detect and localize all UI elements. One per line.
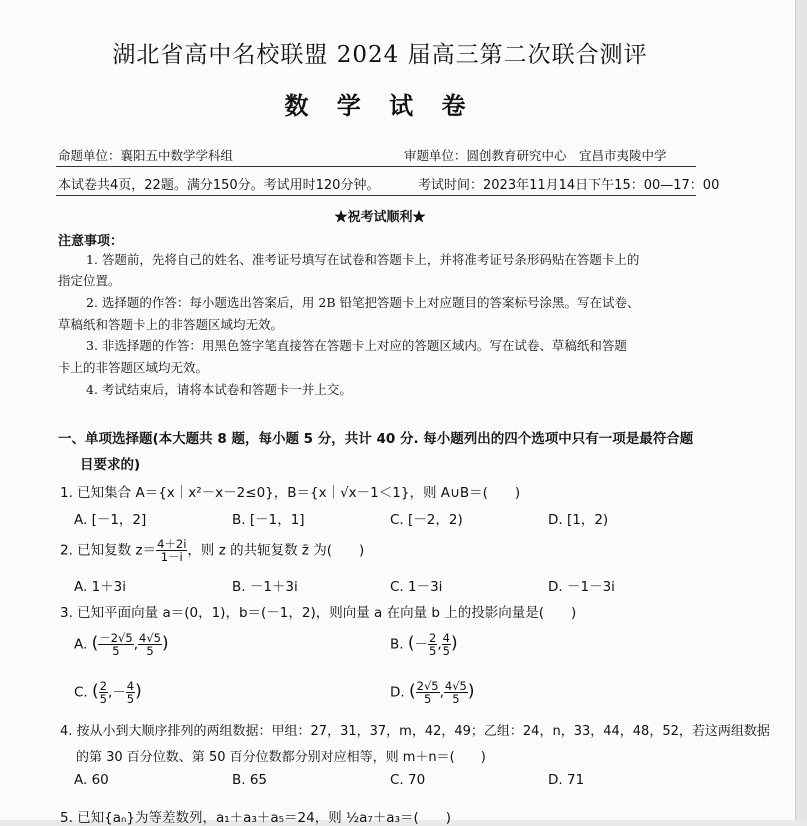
section-1-heading-cont: 目要求的) (80, 457, 141, 473)
q3-option-d: D. ( $\frac{2√5}{5}$ , $\frac{4√5}{5}$ ) (390, 679, 475, 707)
q2-suffix: ，则 z 的共轭复数 z̄ 为( ) (187, 542, 365, 559)
exam-subtitle: 数 学 试 卷 (284, 92, 476, 120)
header-rule-bottom (56, 195, 696, 196)
q2-option-c: C. 1－3i (390, 579, 443, 595)
q2-fraction (156, 538, 187, 563)
q3-option-b: B. (－ $\frac{2}{5}$ , $\frac{4}{5}$ ) (390, 631, 458, 659)
notice-line-4: 4. 考试结束后，请将本试卷和答题卡一并上交。 (86, 382, 352, 397)
q2-option-b: B. －1＋3i (232, 579, 298, 595)
blessing-text: ★祝考试顺利★ (334, 210, 426, 225)
q2-option-a: A. 1＋3i (74, 579, 127, 595)
q1-option-c: C. [－2，2) (390, 512, 463, 528)
notice-line-3b: 卡上的非答题区域均无效。 (58, 360, 209, 375)
q2-numerator: 4＋2i (157, 537, 187, 551)
exam-info: 本试卷共4页，22题。满分150分。考试用时120分钟。 (58, 178, 380, 193)
exam-title: 湖北省高中名校联盟 2024 届高三第二次联合测评 (112, 42, 648, 68)
q4-option-d: D. 71 (548, 772, 585, 788)
q3-option-a: A. ( $\frac{-2√5}{5}$ , $\frac{4√5}{5}$ ) (74, 631, 169, 659)
reviewer-unit: 审题单位：圆创教育研究中心 宜昌市夷陵中学 (404, 148, 667, 163)
question-4: 4. 按从小到大顺序排列的两组数据：甲组：27，31，37，m，42，49；乙组：24，n，33，44，48，52，若这两组数据 (60, 724, 770, 739)
q4-option-c: C. 70 (390, 772, 426, 788)
header-rule-top (56, 166, 696, 167)
notice-title: 注意事项： (58, 234, 124, 249)
q1-option-d: D. [1，2) (548, 512, 609, 528)
exam-time: 考试时间：2023年11月14日下午15：00—17：00 (418, 178, 720, 193)
q2-option-d: D. －1－3i (548, 579, 615, 595)
question-1: 1. 已知集合 A＝{x｜x²－x－2≤0}，B＝{x｜√x－1＜1}，则 A∪B＝( ) (60, 485, 521, 501)
notice-line-3a: 3. 非选择题的作答：用黑色签字笔直接答在答题卡上对应的答题区域内。写在试卷、草稿纸和答题 (86, 338, 627, 353)
section-1-heading: 一、单项选择题(本大题共 8 题，每小题 5 分，共计 40 分. 每小题列出的四个选项中只有一项是最符合题 (58, 431, 694, 447)
notice-line-1a: 1. 答题前，先将自己的姓名、准考证号填写在试卷和答题卡上，并将准考证号条形码贴在答题卡上的 (86, 252, 640, 267)
q4-option-a: A. 60 (74, 772, 109, 788)
notice-line-1b: 指定位置。 (58, 273, 121, 288)
viewer-side-panel (796, 0, 807, 820)
proposer-unit: 命题单位：襄阳五中数学学科组 (58, 148, 234, 163)
q2-prefix: 2. 已知复数 z＝ (60, 542, 157, 559)
question-5: 5. 已知{aₙ}为等差数列，a₁＋a₃＋a₅＝24，则 ½a₇＋a₃＝( ) (60, 810, 452, 826)
question-4-cont: 的第 30 百分位数、第 50 百分位数都分别对应相等，则 m＋n＝( ) (76, 750, 486, 765)
q2-denominator: 1－i (160, 550, 183, 565)
q3-option-c: C. ( $\frac{2}{5}$ ,－ $\frac{4}{5}$ ) (74, 679, 142, 707)
notice-line-2b: 草稿纸和答题卡上的非答题区域均无效。 (58, 317, 284, 332)
q1-option-b: B. [－1，1] (232, 512, 305, 528)
q1-option-a: A. [－1，2] (74, 512, 147, 528)
question-3: 3. 已知平面向量 a＝(0，1)，b＝(－1，2)，则向量 a 在向量 b 上的投影向量是( ) (60, 605, 577, 621)
notice-line-2a: 2. 选择题的作答：每小题选出答案后，用 2B 铅笔把答题卡上对应题目的答案标号涂黑。写在试卷、 (86, 295, 640, 310)
question-2 (60, 538, 364, 563)
q4-option-b: B. 65 (232, 772, 268, 788)
